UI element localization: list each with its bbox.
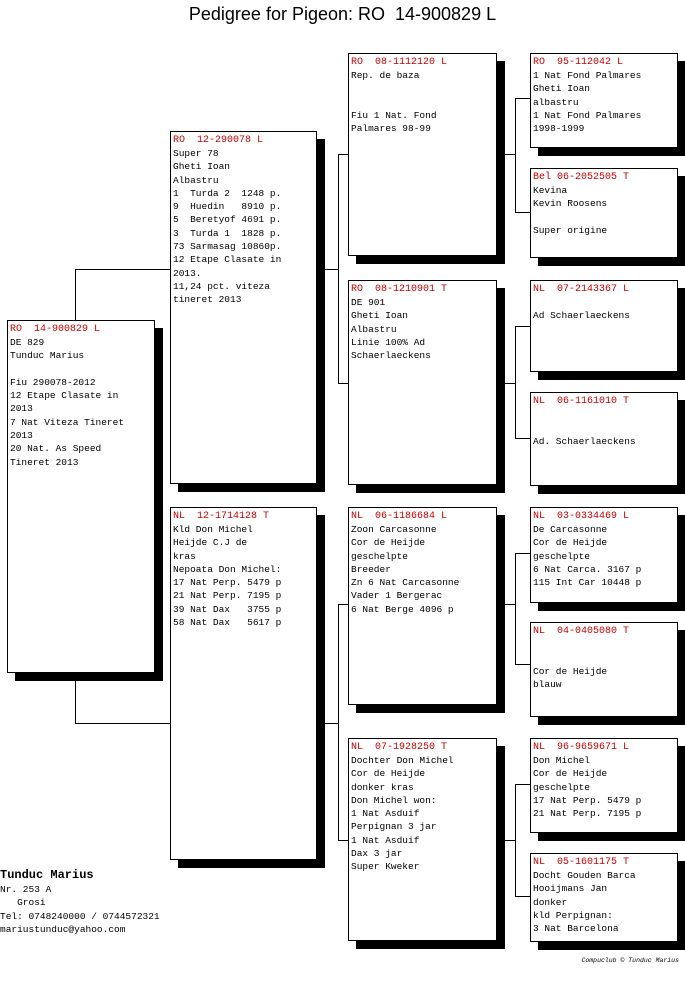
pigeon-info-line: donker	[533, 896, 568, 908]
pigeon-info-line: 7 Nat Viteza Tineret	[10, 416, 125, 428]
connector	[496, 840, 515, 841]
pigeon-info-line: 20 Nat. As Speed	[10, 443, 102, 455]
owner-email: mariustunduc@yahoo.com	[0, 923, 126, 935]
pigeon-info-line: Tineret 2013	[10, 456, 79, 468]
pigeon-box-dam[interactable]	[170, 507, 317, 860]
pigeon-info-line: Schaerlaeckens	[351, 350, 431, 362]
connector	[515, 326, 530, 327]
pigeon-info-line: albastru	[533, 96, 579, 108]
owner-phone: Tel: 0748240000 / 0744572321	[0, 910, 160, 922]
ring-number: NL 07-1928250 T	[351, 742, 448, 753]
pigeon-box-sire[interactable]	[170, 131, 317, 484]
connector	[338, 840, 348, 841]
connector	[515, 553, 530, 554]
ring-number: RO 08-1210901 T	[351, 284, 448, 295]
pigeon-info-line: 12 Etape Clasate in	[173, 254, 282, 266]
pigeon-info-line: 2013	[10, 430, 33, 442]
connector	[515, 98, 530, 99]
pigeon-info-line: 1998-1999	[533, 123, 585, 135]
ring-number: NL 05-1601175 T	[533, 857, 630, 868]
pigeon-box-dam-sire[interactable]	[348, 507, 497, 705]
connector	[496, 154, 515, 155]
ring-number: NL 06-1186684 L	[351, 511, 448, 522]
connector	[338, 154, 348, 155]
pigeon-info-line: kras	[173, 550, 196, 562]
connector	[75, 723, 172, 724]
connector	[75, 269, 172, 270]
pigeon-info-line: Vader 1 Bergerac	[351, 590, 443, 602]
pigeon-info-line: Nepoata Don Michel:	[173, 563, 282, 575]
ring-number: RO 95-112042 L	[533, 57, 624, 68]
pigeon-info-line: Cor de Heijde	[533, 537, 608, 549]
pigeon-box-sire-dam[interactable]	[348, 280, 497, 485]
pigeon-info-line: geschelpte	[533, 550, 591, 562]
pigeon-info-line: 73 Sarmasag 10860p.	[173, 241, 282, 253]
pigeon-info-line: Ad Schaerlaeckens	[533, 310, 630, 322]
pigeon-info-line: Fiu 1 Nat. Fond	[351, 109, 437, 121]
pigeon-box-sire-sire[interactable]	[348, 53, 497, 256]
pigeon-info-line: Perpignan 3 jar	[351, 821, 437, 833]
pigeon-info-line	[533, 421, 675, 434]
pigeon-info-line: Fiu 290078-2012	[10, 376, 96, 388]
pigeon-box-sds[interactable]	[530, 280, 678, 372]
pigeon-info-line: Kld Don Michel	[173, 524, 253, 535]
owner-address: Nr. 253 A	[0, 884, 52, 895]
pigeon-info-line: 1 Nat Asduif	[351, 808, 420, 820]
pigeon-info-line: 17 Nat Perp. 5479 p	[173, 577, 282, 589]
pigeon-info-line: Albastru	[173, 174, 219, 186]
pigeon-info-line: Zoon Carcasonne	[351, 524, 437, 535]
pigeon-box-ddd[interactable]	[530, 853, 678, 942]
connector	[515, 98, 516, 213]
connector	[515, 784, 530, 785]
pigeon-info-line: geschelpte	[351, 550, 409, 562]
pigeon-info-line: blauw	[533, 678, 562, 690]
pigeon-info-line: tineret 2013	[173, 294, 242, 306]
pigeon-info-line: Tunduc Marius	[10, 350, 85, 362]
pigeon-info-line: Don Michel won:	[351, 794, 437, 806]
connector	[496, 604, 515, 605]
pigeon-info-line	[533, 638, 675, 651]
connector	[338, 604, 339, 841]
footer-credit: Compuclub © Tunduc Marius	[581, 957, 679, 964]
pigeon-info-line: Linie 100% Ad	[351, 336, 426, 348]
pigeon-info-line: kld Perpignan:	[533, 909, 613, 921]
pigeon-box-sss[interactable]	[530, 53, 678, 148]
connector	[316, 723, 338, 724]
pigeon-info-line: 11,24 pct. viteza	[173, 280, 270, 292]
ring-number: NL 03-0334469 L	[533, 511, 630, 522]
pigeon-info-line	[533, 296, 675, 309]
connector	[75, 672, 76, 724]
pigeon-info-line: 115 Int Car 10448 p	[533, 577, 642, 589]
pigeon-info-line: 1 Nat Fond Palmares	[533, 70, 642, 81]
pigeon-info-line: Cor de Heijde	[351, 768, 426, 780]
connector	[515, 326, 516, 439]
pigeon-info-line: DE 829	[10, 337, 45, 348]
pigeon-info-line: 6 Nat Berge 4096 p	[351, 603, 454, 615]
ring-number: NL 12-1714128 T	[173, 511, 270, 522]
pigeon-info-line: Cor de Heijde	[351, 537, 426, 549]
pigeon-info-line: 1 Nat Asduif	[351, 834, 420, 846]
pigeon-info-line: 39 Nat Dax 3755 p	[173, 603, 282, 615]
pigeon-info-line: 3 Turda 1 1828 p.	[173, 227, 282, 239]
page-title: Pedigree for Pigeon: RO 14-900829 L	[188, 4, 497, 24]
pigeon-info-line: Kevin Roosens	[533, 198, 608, 210]
connector	[75, 269, 76, 322]
pigeon-info-line: Palmares 98-99	[351, 123, 431, 135]
pigeon-box-ssd[interactable]	[530, 168, 678, 258]
pigeon-info-line: Super Kweker	[351, 861, 420, 873]
pigeon-info-line: De Carcasonne	[533, 524, 608, 535]
pigeon-info-line: Gheti Ioan	[351, 310, 409, 322]
pigeon-info-line: 12 Etape Clasate in	[10, 390, 119, 402]
ring-number: NL 04-0405080 T	[533, 626, 630, 637]
ring-number: RO 12-290078 L	[173, 135, 264, 146]
pigeon-info-line: Ad. Schaerlaeckens	[533, 435, 636, 447]
connector	[515, 784, 516, 897]
pigeon-info-line: 1 Nat Fond Palmares	[533, 109, 642, 121]
pigeon-info-line	[351, 82, 494, 95]
pigeon-info-line	[533, 651, 675, 664]
pigeon-info-line: 9 Huedin 8910 p.	[173, 201, 282, 213]
pigeon-box-dam-dam[interactable]	[348, 738, 497, 941]
connector	[515, 553, 516, 665]
pigeon-box-dsd[interactable]	[530, 622, 678, 717]
connector	[338, 604, 348, 605]
connector	[338, 383, 348, 384]
pigeon-box-subject[interactable]	[7, 320, 155, 673]
ring-number: Bel 06-2052505 T	[533, 172, 630, 183]
pigeon-info-line: Super 78	[173, 148, 219, 159]
connector	[515, 438, 530, 439]
ring-number: NL 06-1161010 T	[533, 396, 630, 407]
pigeon-info-line: geschelpte	[533, 781, 591, 793]
pigeon-info-line: 21 Nat Perp. 7195 p	[173, 590, 282, 602]
pigeon-info-line: Kevina	[533, 185, 568, 196]
pigeon-info-line: Hooijmans Jan	[533, 883, 608, 895]
pigeon-info-line: 5 Beretyof 4691 p.	[173, 214, 282, 226]
pigeon-info-line: Dax 3 jar	[351, 848, 403, 860]
pigeon-info-line: Cor de Heijde	[533, 768, 608, 780]
owner-city: Grosi	[0, 897, 46, 909]
pigeon-info-line: Zn 6 Nat Carcasonne	[351, 577, 460, 589]
pigeon-info-line: Rep. de baza	[351, 70, 420, 81]
pigeon-info-line: 6 Nat Carca. 3167 p	[533, 563, 642, 575]
pigeon-info-line: 1 Turda 2 1248 p.	[173, 187, 282, 199]
pigeon-info-line: Don Michel	[533, 755, 591, 766]
pigeon-info-line: Albastru	[351, 323, 397, 335]
pigeon-box-dss[interactable]	[530, 507, 678, 603]
connector	[496, 383, 515, 384]
pigeon-info-line: 3 Nat Barcelona	[533, 923, 619, 935]
pigeon-info-line: 21 Nat Perp. 7195 p	[533, 808, 642, 820]
pigeon-info-line: Heijde C.J de	[173, 537, 248, 549]
pigeon-info-line	[351, 96, 494, 109]
pigeon-box-dds[interactable]	[530, 738, 678, 833]
pigeon-info-line	[533, 408, 675, 421]
pigeon-info-line	[10, 363, 152, 376]
owner-info	[0, 867, 160, 936]
pigeon-info-line: Docht Gouden Barca	[533, 870, 636, 881]
ring-number: NL 07-2143367 L	[533, 284, 630, 295]
pigeon-info-line: 2013	[10, 403, 33, 415]
pigeon-info-line: Gheti Ioan	[173, 161, 231, 173]
connector	[515, 664, 530, 665]
pigeon-box-sdd[interactable]	[530, 392, 678, 486]
ring-number: NL 96-9659671 L	[533, 742, 630, 753]
pigeon-info-line: 58 Nat Dax 5617 p	[173, 617, 282, 629]
pigeon-info-line: Dochter Don Michel	[351, 755, 454, 766]
pigeon-info-line: Breeder	[351, 563, 391, 575]
connector	[515, 896, 530, 897]
connector	[316, 269, 338, 270]
connector	[515, 212, 530, 213]
ring-number: RO 14-900829 L	[10, 324, 101, 335]
pigeon-info-line: 17 Nat Perp. 5479 p	[533, 794, 642, 806]
pigeon-info-line: Gheti Ioan	[533, 83, 591, 95]
pigeon-info-line: donker kras	[351, 781, 414, 793]
pigeon-info-line: Cor de Heijde	[533, 665, 608, 677]
pigeon-info-line: Super origine	[533, 224, 608, 236]
ring-number: RO 08-1112120 L	[351, 57, 448, 68]
pigeon-info-line: DE 901	[351, 297, 386, 308]
owner-name: Tunduc Marius	[0, 868, 94, 882]
connector	[338, 154, 339, 384]
pigeon-info-line: 2013.	[173, 267, 202, 279]
pigeon-info-line	[533, 211, 675, 224]
